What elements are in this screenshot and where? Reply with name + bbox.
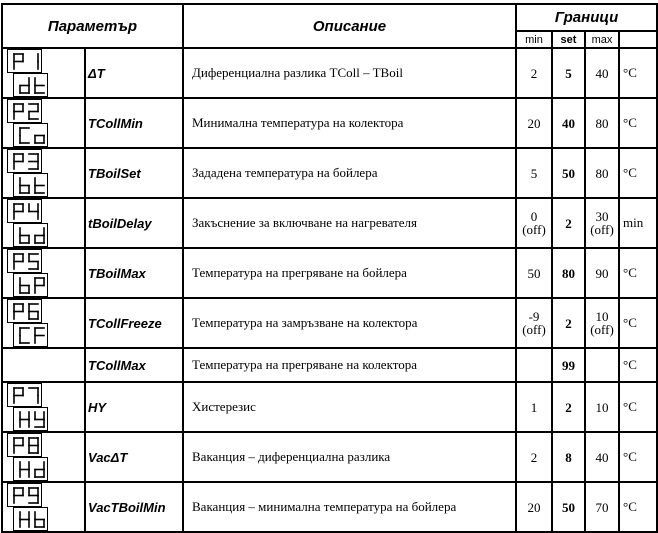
display-code-primary [7, 149, 42, 173]
header-description: Описание [183, 4, 516, 48]
value-max [585, 348, 619, 382]
table-row [2, 48, 657, 98]
display-code-secondary [13, 507, 48, 531]
parameter-name: TBoilMax [85, 248, 183, 298]
display-codes [2, 348, 85, 382]
value-unit: °C [619, 98, 657, 148]
value-max-text: 40 [595, 65, 609, 81]
value-min-text: 20 [527, 499, 541, 515]
parameter-description: Минимална температура на колектора [183, 98, 516, 148]
value-min [516, 98, 552, 148]
value-max-note: (off) [590, 322, 614, 337]
table-row [2, 382, 657, 432]
value-set-text: 2 [565, 315, 572, 331]
display-code-secondary [13, 173, 48, 197]
value-max [585, 298, 619, 348]
header-unit [619, 31, 657, 48]
value-min-text: 1 [530, 399, 538, 415]
value-unit: °C [619, 48, 657, 98]
parameter-name: ΔT [85, 48, 183, 98]
value-max-note: (off) [590, 222, 614, 237]
value-unit: °C [619, 432, 657, 482]
display-code-primary [7, 299, 42, 323]
value-max-text: 90 [595, 265, 609, 281]
value-min-text: -9 [528, 309, 540, 324]
display-code-primary [7, 433, 42, 457]
parameter-description: Температура на прегряване на бойлера [183, 248, 516, 298]
value-min-text: 5 [530, 165, 538, 181]
value-unit: °C [619, 382, 657, 432]
value-max [585, 382, 619, 432]
value-unit: °C [619, 148, 657, 198]
display-codes [2, 148, 85, 198]
display-code-secondary [13, 407, 48, 431]
value-unit: °C [619, 348, 657, 382]
value-max [585, 482, 619, 532]
display-code-secondary [13, 73, 48, 97]
value-set [552, 382, 585, 432]
display-code-secondary [13, 323, 48, 347]
parameter-name: TBoilSet [85, 148, 183, 198]
display-codes [2, 298, 85, 348]
value-set [552, 198, 585, 248]
parameter-description: Ваканция – диференциална разлика [183, 432, 516, 482]
value-max [585, 48, 619, 98]
display-codes [2, 482, 85, 532]
value-min-text: 0 [530, 209, 538, 224]
parameter-description: Температура на замръзване на колектора [183, 298, 516, 348]
parameter-description: Диференциална разлика TColl – TBoil [183, 48, 516, 98]
parameter-name: TCollMax [85, 348, 183, 382]
value-max-text: 10 [595, 399, 609, 415]
table-row [2, 348, 657, 382]
display-code-secondary [13, 457, 48, 481]
value-max [585, 198, 619, 248]
display-codes [2, 382, 85, 432]
value-unit: °C [619, 248, 657, 298]
value-max-text: 70 [595, 499, 609, 515]
parameter-description: Хистерезис [183, 382, 516, 432]
parameter-name: tBoilDelay [85, 198, 183, 248]
value-set-text: 8 [565, 449, 572, 465]
value-unit: min [619, 198, 657, 248]
header-parameter: Параметър [2, 4, 183, 48]
display-code-primary [7, 483, 42, 507]
value-max [585, 148, 619, 198]
value-set [552, 48, 585, 98]
value-max-text: 80 [595, 165, 609, 181]
value-set [552, 432, 585, 482]
value-min [516, 432, 552, 482]
value-min [516, 248, 552, 298]
value-min [516, 148, 552, 198]
value-min-note: (off) [522, 222, 546, 237]
table-row [2, 148, 657, 198]
display-codes [2, 432, 85, 482]
value-min [516, 482, 552, 532]
display-codes [2, 198, 85, 248]
value-min [516, 298, 552, 348]
parameter-description: Закъснение за включване на нагревателя [183, 198, 516, 248]
display-codes [2, 48, 85, 98]
parameter-name: VacΔT [85, 432, 183, 482]
value-set [552, 148, 585, 198]
value-min-text: 20 [527, 115, 541, 131]
value-min-text: 2 [530, 65, 538, 81]
value-set-text: 2 [565, 399, 572, 415]
table-row [2, 432, 657, 482]
value-set [552, 98, 585, 148]
value-max-text: 80 [595, 115, 609, 131]
value-max-text: 30 [595, 209, 609, 224]
table-row [2, 98, 657, 148]
parameter-description: Зададена температура на бойлера [183, 148, 516, 198]
header-min: min [516, 31, 552, 48]
value-set [552, 298, 585, 348]
value-max [585, 98, 619, 148]
display-code-secondary [13, 223, 48, 247]
parameter-name: TCollFreeze [85, 298, 183, 348]
parameter-table-container [1, 3, 658, 533]
header-set: set [552, 31, 585, 48]
parameter-name: VacTBoilMin [85, 482, 183, 532]
parameter-name: TCollMin [85, 98, 183, 148]
value-set [552, 482, 585, 532]
value-set-text: 99 [562, 357, 575, 373]
display-code-primary [7, 383, 42, 407]
value-min [516, 198, 552, 248]
parameter-name: HY [85, 382, 183, 432]
display-codes [2, 248, 85, 298]
table-row [2, 198, 657, 248]
value-set-text: 50 [562, 165, 575, 181]
value-min-note: (off) [522, 322, 546, 337]
value-unit: °C [619, 482, 657, 532]
display-codes [2, 98, 85, 148]
parameter-description: Ваканция – минимална температура на бойлера [183, 482, 516, 532]
value-min [516, 348, 552, 382]
parameter-table [1, 3, 658, 533]
value-unit: °C [619, 298, 657, 348]
value-max [585, 248, 619, 298]
value-set [552, 248, 585, 298]
value-min-text: 2 [530, 449, 538, 465]
value-max-text: 40 [595, 449, 609, 465]
value-set-text: 5 [565, 65, 572, 81]
table-row [2, 248, 657, 298]
value-set-text: 80 [562, 265, 575, 281]
header-limits: Граници [516, 4, 657, 31]
value-set-text: 50 [562, 499, 575, 515]
value-set-text: 2 [565, 215, 572, 231]
value-min-text: 50 [527, 265, 541, 281]
display-code-primary [7, 199, 42, 223]
display-code-secondary [13, 123, 48, 147]
value-max [585, 432, 619, 482]
display-code-primary [7, 99, 42, 123]
table-row [2, 482, 657, 532]
parameter-description: Температура на прегряване на колектора [183, 348, 516, 382]
header-max: max [585, 31, 619, 48]
display-code-primary [7, 49, 42, 73]
display-code-primary [7, 249, 42, 273]
value-max-text: 10 [595, 309, 609, 324]
value-set [552, 348, 585, 382]
display-code-secondary [13, 273, 48, 297]
value-min [516, 382, 552, 432]
table-row [2, 298, 657, 348]
value-min [516, 48, 552, 98]
value-set-text: 40 [562, 115, 575, 131]
